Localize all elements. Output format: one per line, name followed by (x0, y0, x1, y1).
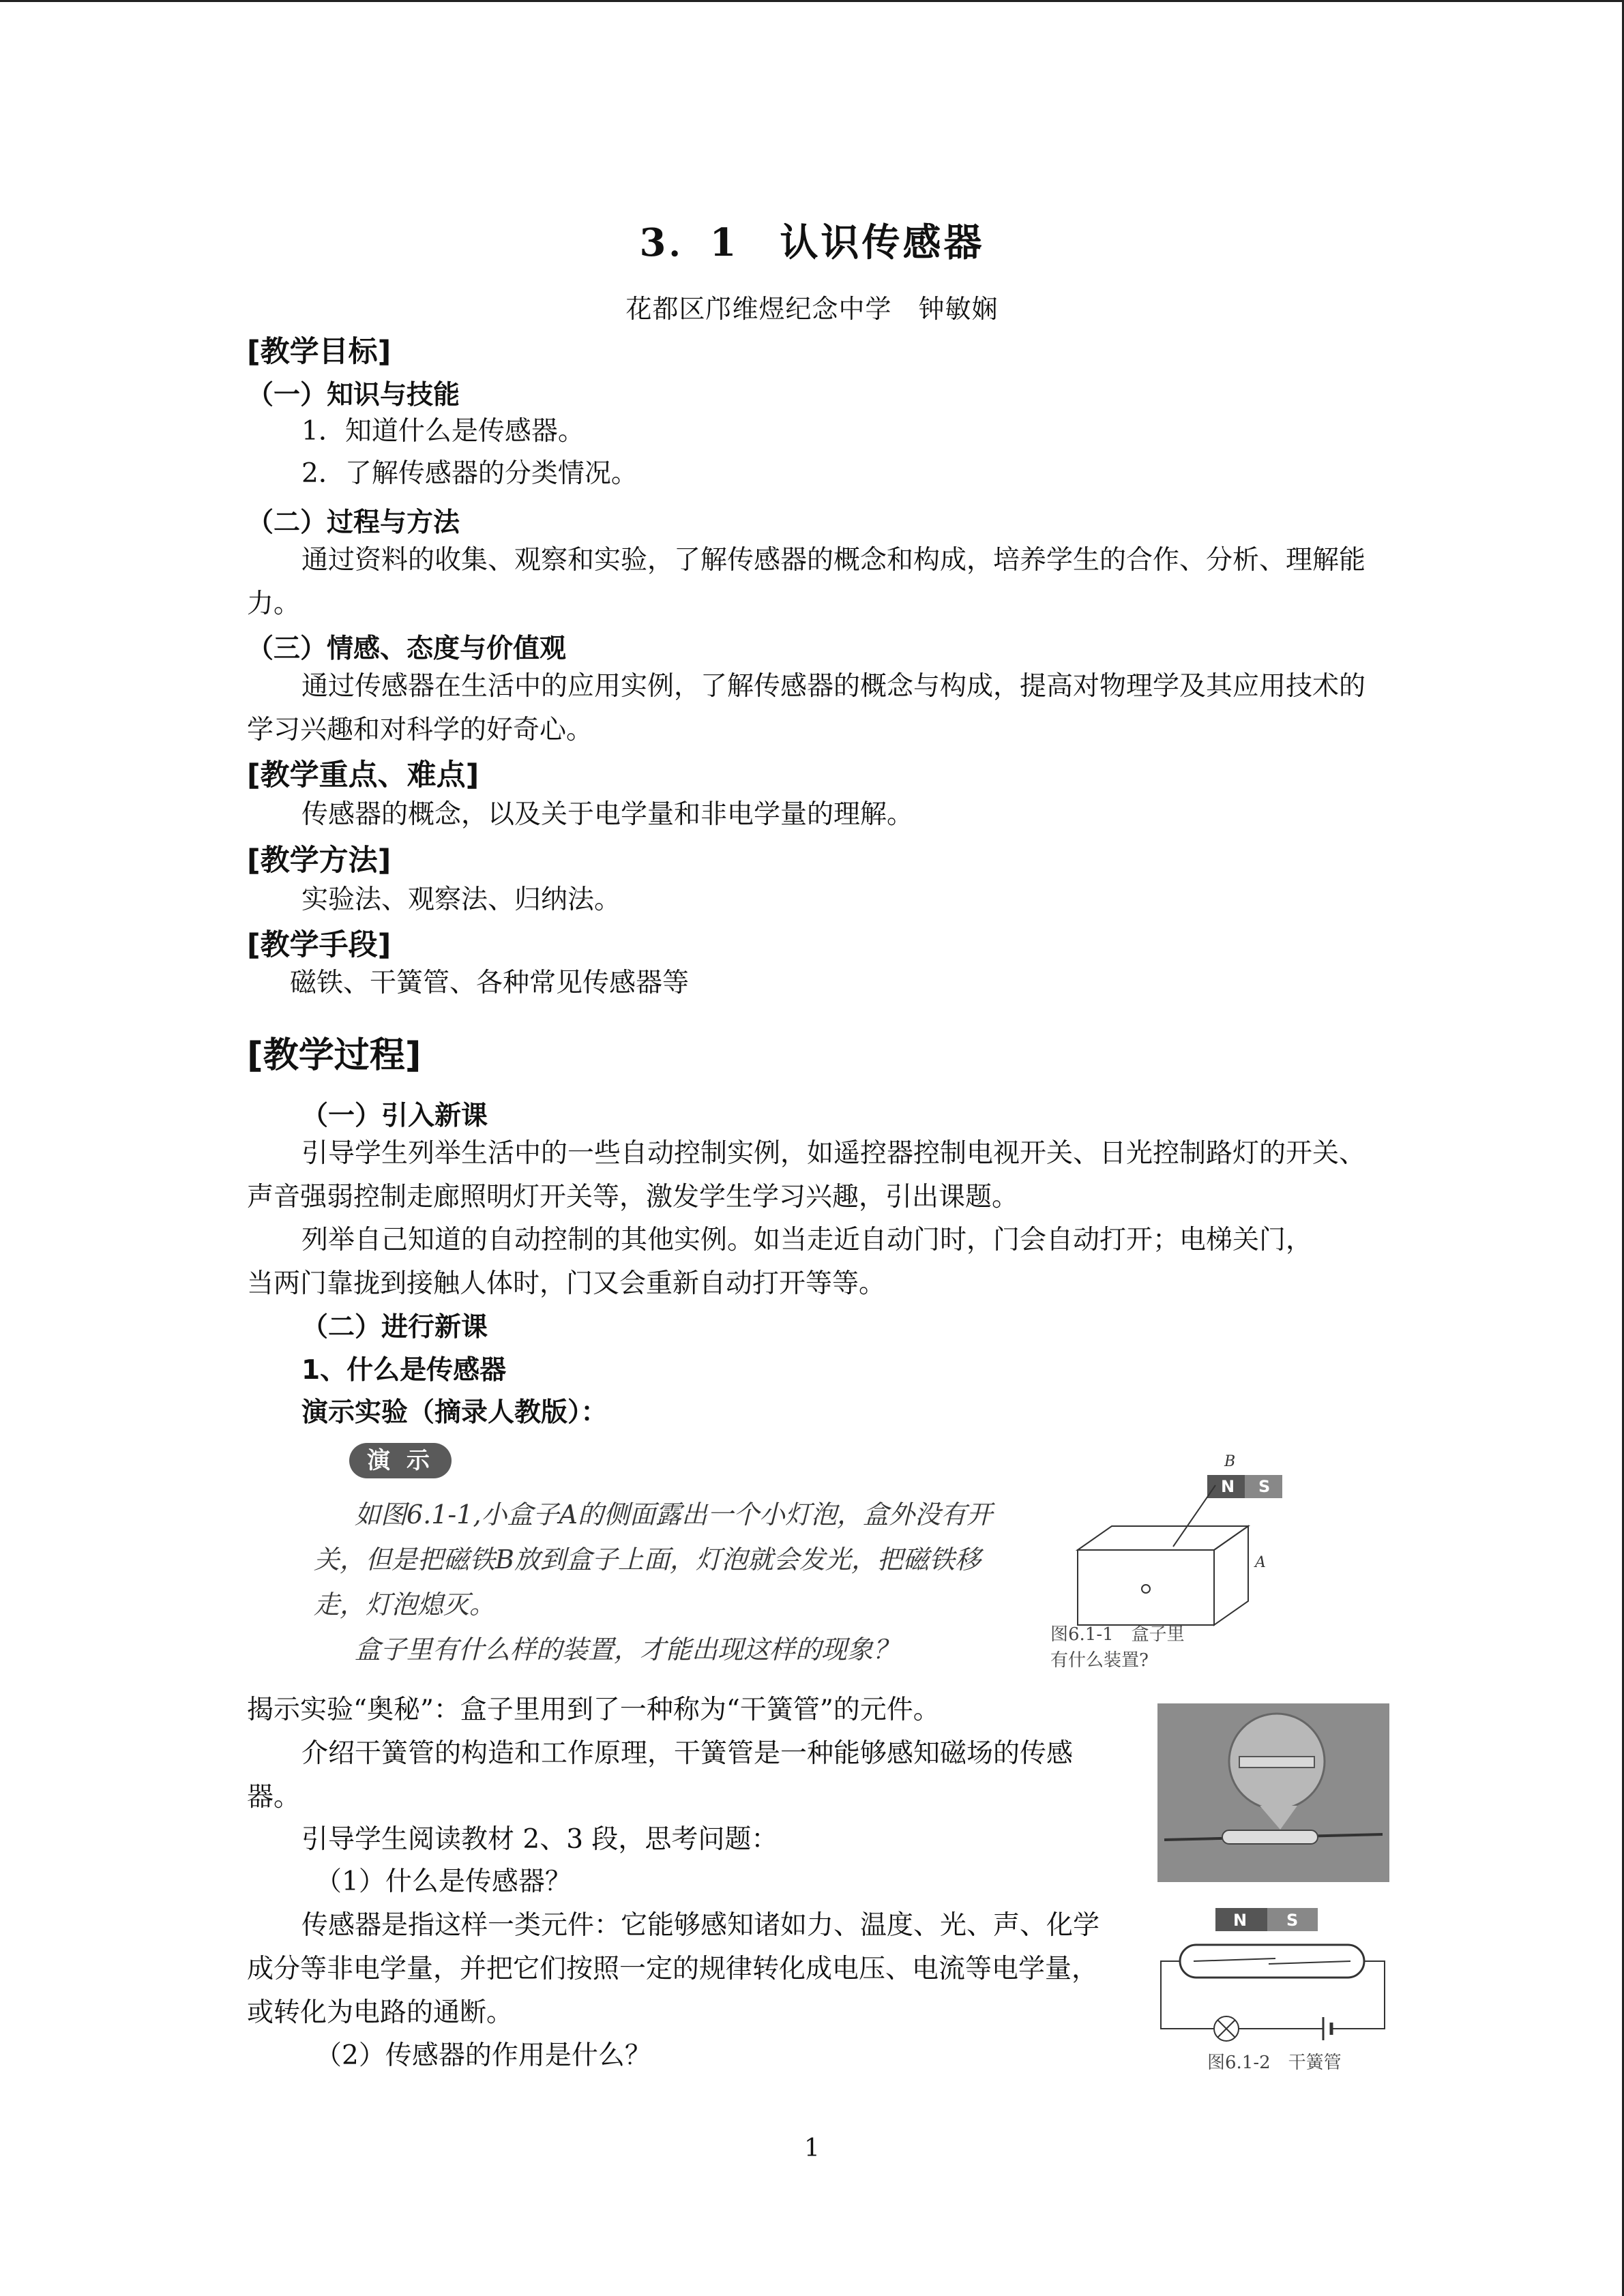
process-heading: （二）过程与方法 (247, 507, 460, 538)
reed-contact-left (1194, 1958, 1275, 1961)
bulb-icon (1142, 1585, 1150, 1593)
reed-switch-photo (1157, 1703, 1389, 1882)
magnet-s-label: S (1286, 1911, 1299, 1930)
question-2: （2）传感器的作用是什么？ (315, 2040, 651, 2071)
what-is-sensor-heading: 1、什么是传感器 (301, 1355, 507, 1386)
photo-drawing (1157, 1703, 1389, 1882)
reveal-text: 揭示实验“奥秘”：盒子里用到了一种称为“干簧管”的元件。 (247, 1695, 940, 1725)
page-number: 1 (804, 2134, 820, 2162)
keypoints-text: 传感器的概念，以及关于电学量和非电学量的理解。 (301, 799, 914, 830)
demo-line: 盒子里有什么样的装置，才能出现这样的现象？ (355, 1635, 900, 1665)
reed-circuit-figure (1153, 1903, 1398, 2080)
demo-excerpt (307, 1437, 1316, 1710)
means-text: 磁铁、干簧管、各种常见传感器等 (290, 968, 690, 998)
magnet-s-label: S (1258, 1477, 1271, 1496)
attitude-heading: （三）情感、态度与价值观 (247, 633, 567, 664)
box-top (1078, 1526, 1248, 1550)
knowledge-heading: （一）知识与技能 (247, 380, 460, 411)
label-b: B (1224, 1453, 1236, 1470)
guide-text: 引导学生阅读教材 2、3 段，思考问题： (301, 1824, 778, 1855)
box-diagram (1037, 1437, 1323, 1642)
means-heading: [教学手段] (247, 928, 392, 962)
reed-circuit-diagram (1153, 1903, 1398, 2046)
keypoints-heading: [教学重点、难点] (247, 758, 479, 792)
demo-line: 如图6.1-1,小盒子A的侧面露出一个小灯泡，盒外没有开 (355, 1500, 992, 1530)
reed-figure-caption: 图6.1-2 干簧管 (1207, 2053, 1342, 2073)
circuit-wire-left (1161, 1961, 1214, 2029)
knowledge-item-1: 1．知道什么是传感器。 (301, 416, 585, 447)
process-text: 通过资料的收集、观察和实验，了解传感器的概念和构成，培养学生的合作、分析、理解能力。 (247, 545, 1366, 619)
intro-heading: （一）引入新课 (301, 1101, 488, 1131)
box-figure (1037, 1437, 1323, 1710)
author-line: 花都区邝维煜纪念中学 钟敏娴 (625, 294, 999, 324)
circuit-wire-right (1331, 1961, 1385, 2029)
figure-caption-1: 图6.1-1 盒子里 (1050, 1624, 1185, 1645)
intro-paragraph-1: 引导学生列举生活中的一些自动控制实例，如遥控器控制电视开关、日光控制路灯的开关、声音强弱控制走廊照明灯开关等，激发学生学习兴趣，引出课题。 (247, 1138, 1366, 1212)
demo-line: 走，灯泡熄灭。 (314, 1590, 496, 1620)
objectives-heading: [教学目标] (247, 335, 392, 369)
intro-paragraph-2: 列举自己知道的自动控制的其他实例。如当走近自动门时，门会自动打开；电梯关门，当两门靠拢到接触人体时，门又会重新自动打开等等。 (247, 1225, 1313, 1299)
page-border (0, 0, 1624, 2)
demo-badge: 演 示 (349, 1443, 452, 1478)
magnet-n-label: N (1233, 1911, 1247, 1930)
page-title: 3．1 认识传感器 (639, 220, 985, 265)
new-lesson-heading: （二）进行新课 (301, 1312, 488, 1343)
box-side (1214, 1526, 1248, 1625)
answer-1: 传感器是指这样一类元件：它能够感知诸如力、温度、光、声、化学成分等非电学量，并把它们按照一定的规律转化成电压、电流等电学量，或转化为电路的通断。 (247, 1910, 1100, 2028)
knowledge-item-2: 2．了解传感器的分类情况。 (301, 458, 638, 489)
attitude-text: 通过传感器在生活中的应用实例，了解传感器的概念与构成，提高对物理学及其应用技术的学习兴趣和对科学的好奇心。 (247, 671, 1366, 745)
process-section-heading: [教学过程] (247, 1035, 422, 1076)
methods-text: 实验法、观察法、归纳法。 (301, 884, 621, 915)
reed-intro-text: 介绍干簧管的构造和工作原理，干簧管是一种能够感知磁场的传感器。 (247, 1738, 1074, 1813)
demo-line: 关，但是把磁铁B放到盒子上面，灯泡就会发光，把磁铁移 (314, 1545, 981, 1575)
reed-glass-tube (1222, 1830, 1318, 1844)
demo-intro: 演示实验（摘录人教版）： (301, 1397, 608, 1428)
demo-text (314, 1492, 1037, 1672)
magnified-contacts (1239, 1757, 1314, 1768)
magnet-n-label: N (1221, 1477, 1235, 1496)
box-front (1078, 1550, 1214, 1625)
label-a: A (1255, 1554, 1266, 1571)
pointer-line (1173, 1485, 1215, 1547)
reed-contact-right (1269, 1961, 1350, 1964)
figure-caption-2: 有什么装置? (1050, 1650, 1149, 1671)
methods-heading: [教学方法] (247, 844, 392, 878)
question-1: （1）什么是传感器？ (315, 1866, 572, 1897)
